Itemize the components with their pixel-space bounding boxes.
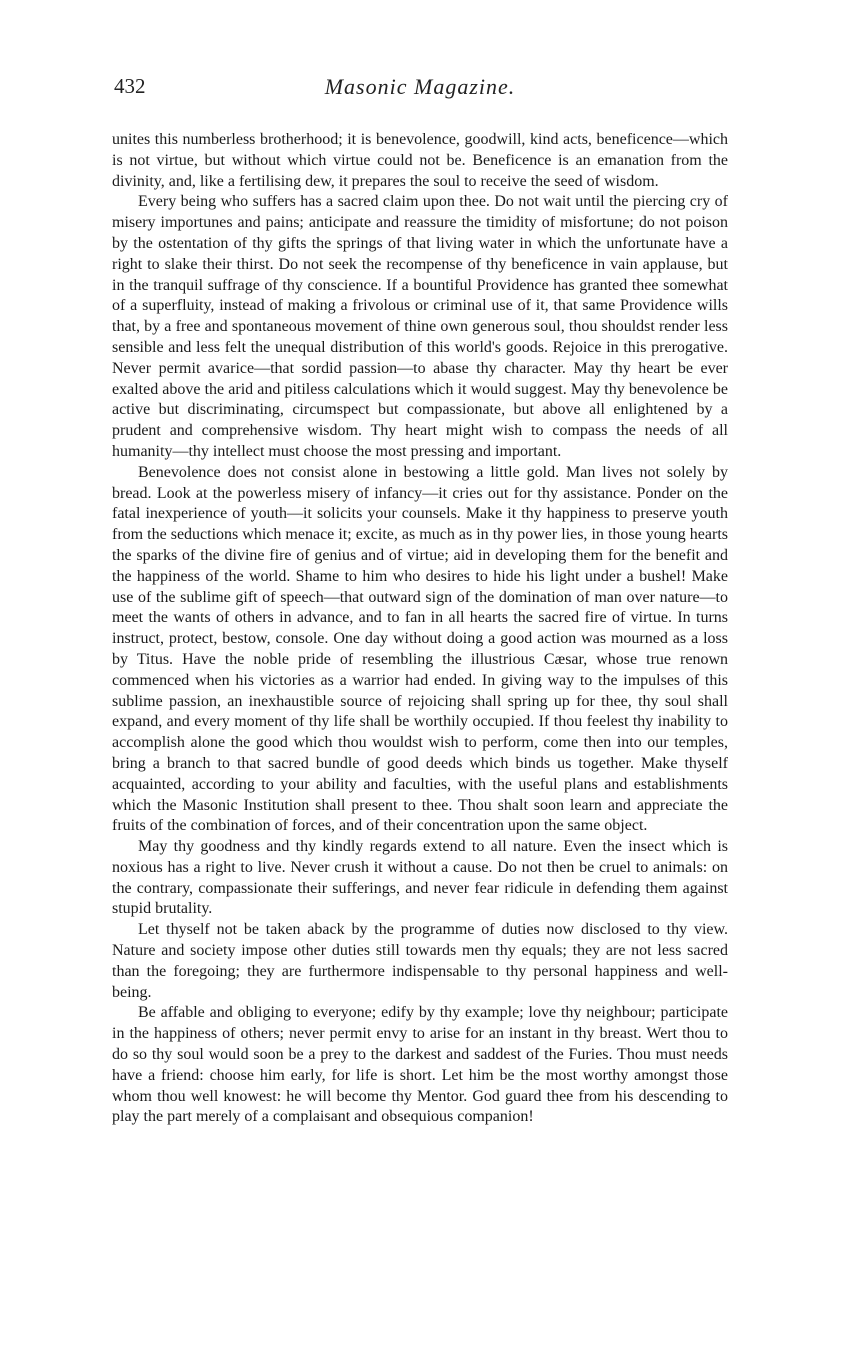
article-body	[112, 130, 728, 1128]
paragraph-benevolence: Benevolence does not consist alone in bestowing a little gold. Man lives not solely by bread. Look at the powerless misery of infancy—it cries out for thy assistance. Ponder on the fatal inexperience of youth—it solicits your counsels. Make it thy happiness to preserve youth from the seductions which menace it; excite, as much as in thy power lies, in those young hearts the sparks of the divine fire of genius and of virtue; aid in developing them for the benefit and the happiness of the world. Shame to him who desires to hide his light under a bushel! Make use of the sublime gift of speech—that outward sign of the domination of man over nature—to meet the wants of others in advance, and to fan in all hearts the sacred fire of virtue. In turns instruct, protect, bestow, console. One day without doing a good action was mourned as a loss by Titus. Have the noble pride of resembling the illustrious Cæsar, whose true renown commenced when his victories as a warrior had ended. In giving way to the impulses of this sublime passion, an inexhaustible source of rejoicing shall spring up for thee, thy soul shall expand, and every moment of thy life shall be worthily occupied. If thou feelest thy inability to accomplish alone the good which thou wouldst wish to perform, come then into our temples, bring a branch to that sacred bundle of good deeds which binds us together. Make thyself acquainted, according to your ability and faculties, with the useful plans and establishments which the Masonic Institution shall present to thee. Thou shalt soon learn and appreciate the fruits of the combination of forces, and of their concentration upon the same object.	[112, 463, 728, 835]
paragraph-nature: May thy goodness and thy kindly regards extend to all nature. Even the insect which is noxious has a right to live. Never crush it without a cause. Do not then be cruel to animals: on the contrary, compassionate their sufferings, and never fear ridicule in defending them against stupid brutality.	[112, 838, 728, 918]
page-number: 432	[114, 74, 146, 98]
paragraph-suffering: Every being who suffers has a sacred claim upon thee. Do not wait until the piercing cry of misery importunes and pains; anticipate and reassure the timidity of misfortune; do not poison by the ostentation of thy gifts the springs of that living water in which the unfortunate have a right to slake their thirst. Do not seek the recompense of thy beneficence in vain applause, but in the tranquil suffrage of thy conscience. If a bountiful Providence has granted thee somewhat of a superfluity, instead of making a frivolous or criminal use of it, that same Providence wills that, by a free and spontaneous movement of thine own generous soul, thou shouldst render less sensible and less felt the unequal distribution of this world's goods. Rejoice in this prerogative. Never permit avarice—that sordid passion—to abase thy character. May thy heart be ever exalted above the arid and pitiless calculations which it would suggest. May thy benevolence be active but discriminating, circumspect but compassionate, but above all enlightened by a prudent and comprehensive wisdom. Thy heart might wish to compass the needs of all humanity—thy intellect must choose the most pressing and important.	[112, 193, 728, 460]
paragraph-friendship: Be affable and obliging to everyone; edify by thy example; love thy neighbour; participate in the happiness of others; never permit envy to arise for an instant in thy breast. Wert thou to do so thy soul would soon be a prey to the darkest and saddest of the Furies. Thou must needs have a friend: choose him early, for life is short. Let him be the most worthy amongst those whom thou well knowest: he will become thy Mentor. God guard thee from his descending to play the part merely of a complaisant and obsequious companion!	[112, 1004, 728, 1126]
paragraph-duties: Let thyself not be taken aback by the programme of duties now disclosed to thy view. Nature and society impose other duties still towards men thy equals; they are not less sacred than the foregoing; they are furthermore indispensable to thy personal happiness and well-being.	[112, 921, 728, 1001]
paragraph-continued-text: unites this numberless brotherhood; it is benevolence, goodwill, kind acts, beneficence—which is not virtue, but without which virtue could not be. Beneficence is an emanation from the divinity, and, like a fertilising dew, it prepares the soul to receive the seed of wisdom.	[112, 131, 728, 190]
magazine-page	[112, 74, 728, 1128]
running-head	[112, 74, 728, 130]
journal-title: Masonic Magazine.	[324, 74, 516, 99]
